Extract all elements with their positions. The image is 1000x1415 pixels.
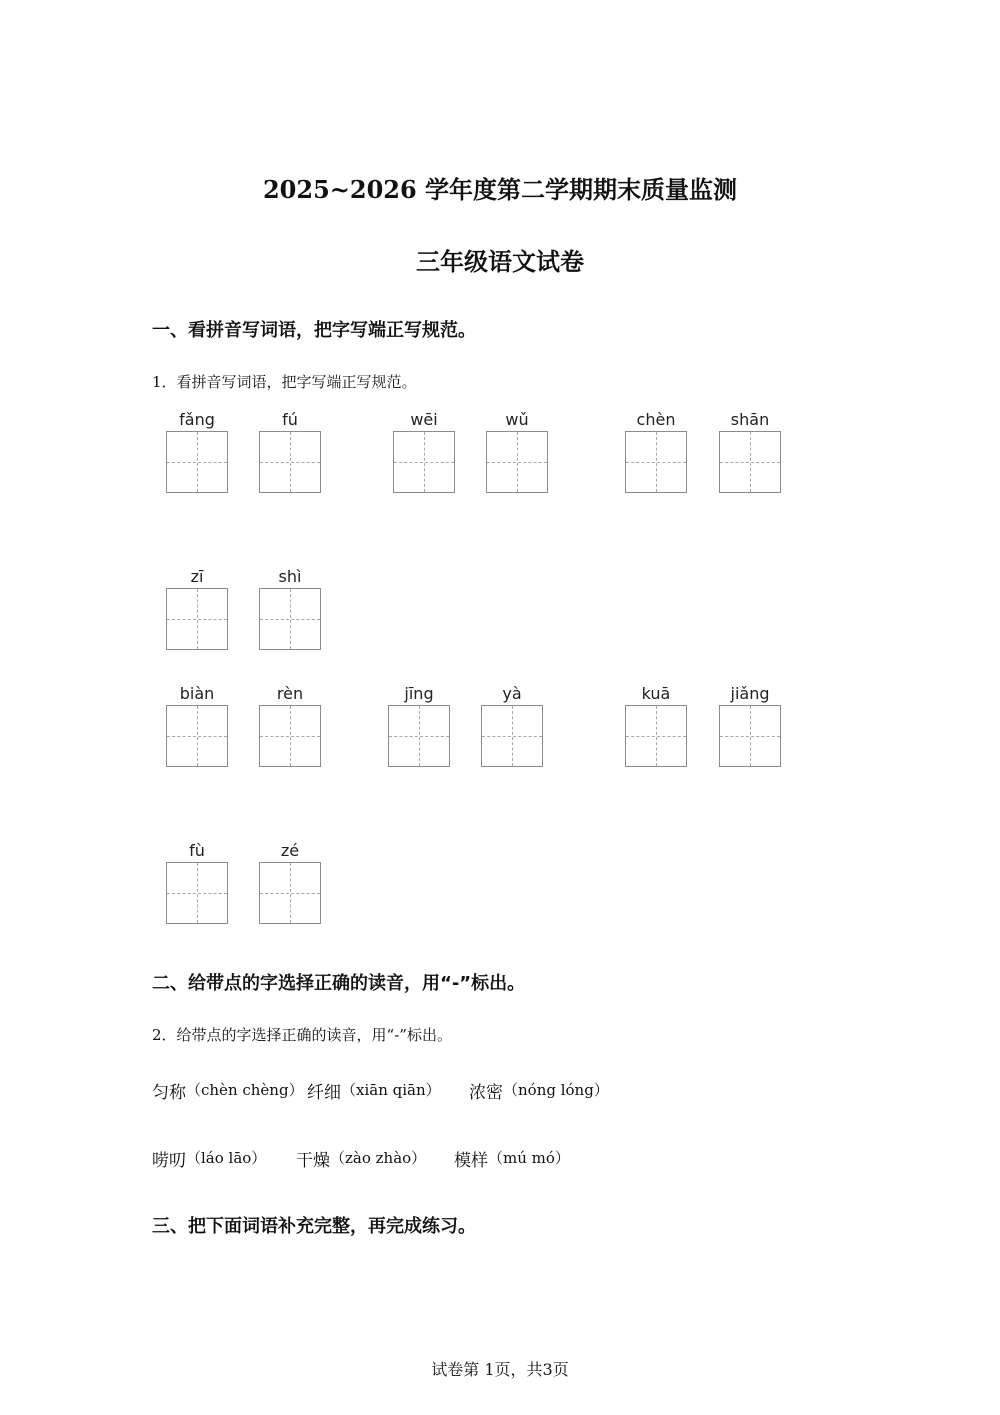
pinyin-label: yà (502, 684, 522, 703)
tian-grid-box[interactable] (259, 588, 321, 650)
pinyin-label: jīng (404, 684, 434, 703)
writing-cell (259, 566, 321, 588)
tian-grid-box[interactable] (719, 431, 781, 493)
writing-cell (625, 409, 687, 431)
pronunciation-item (152, 1143, 267, 1171)
pinyin-label: fǎng (179, 410, 215, 429)
tian-grid-box[interactable] (259, 862, 321, 924)
pinyin-label: chèn (636, 410, 676, 429)
pinyin-label: kuā (641, 684, 671, 703)
pinyin-label: zī (190, 567, 204, 586)
writing-cell (625, 683, 687, 705)
writing-cell (259, 409, 321, 431)
writing-cell (388, 683, 450, 705)
section-2-heading: 二、给带点的字选择正确的读音，用“-”标出。 (152, 973, 526, 994)
pronunciation-item (469, 1075, 609, 1103)
pinyin-label: fú (282, 410, 298, 429)
reading-options[interactable]: （nóng lóng） (503, 1081, 609, 1099)
reading-options[interactable]: （láo lāo） (186, 1149, 267, 1167)
tian-grid-box[interactable] (719, 705, 781, 767)
pinyin-label: zé (280, 841, 300, 860)
pinyin-label: biàn (179, 684, 215, 703)
dotted-word: 模样 (454, 1151, 488, 1171)
section-1-heading: 一、看拼音写词语，把字写端正写规范。 (152, 320, 476, 341)
pronunciation-item (454, 1143, 570, 1171)
pinyin-label: wēi (410, 410, 438, 429)
reading-options[interactable]: （zào zhào） (330, 1149, 427, 1167)
tian-grid-box[interactable] (166, 588, 228, 650)
dotted-word: 唠叨 (152, 1151, 186, 1171)
writing-cell (481, 683, 543, 705)
page-footer: 试卷第 1页，共3页 (431, 1360, 569, 1379)
pronunciation-item (307, 1075, 441, 1103)
writing-cell (166, 566, 228, 588)
section-3-heading: 三、把下面词语补充完整，再完成练习。 (152, 1216, 476, 1237)
tian-grid-box[interactable] (393, 431, 455, 493)
dotted-word: 浓密 (469, 1083, 503, 1103)
reading-options[interactable]: （mú mó） (488, 1149, 570, 1167)
dotted-word: 匀称 (152, 1083, 186, 1103)
tian-grid-box[interactable] (166, 862, 228, 924)
pinyin-label: jiǎng (730, 684, 770, 703)
pinyin-label: rèn (276, 684, 304, 703)
tian-grid-box[interactable] (166, 705, 228, 767)
writing-cell (166, 409, 228, 431)
pinyin-label: shì (278, 567, 302, 586)
tian-grid-box[interactable] (259, 431, 321, 493)
writing-cell (166, 840, 228, 862)
writing-cell (719, 683, 781, 705)
pinyin-label: shān (730, 410, 770, 429)
dotted-word: 干燥 (296, 1151, 330, 1171)
tian-grid-box[interactable] (481, 705, 543, 767)
exam-subtitle: 三年级语文试卷 (416, 247, 584, 276)
tian-grid-box[interactable] (625, 705, 687, 767)
writing-cell (166, 683, 228, 705)
tian-grid-box[interactable] (388, 705, 450, 767)
dotted-word: 纤细 (307, 1083, 341, 1103)
tian-grid-box[interactable] (166, 431, 228, 493)
exam-title: 2025~2026 学年度第二学期期末质量监测 (262, 175, 738, 204)
pronunciation-item (152, 1075, 304, 1103)
question-2-text: 2．给带点的字选择正确的读音，用“-”标出。 (152, 1026, 452, 1044)
question-1-text: 1．看拼音写词语，把字写端正写规范。 (152, 373, 417, 391)
writing-cell (259, 840, 321, 862)
tian-grid-box[interactable] (259, 705, 321, 767)
pinyin-label: wǔ (505, 410, 529, 429)
writing-cell (259, 683, 321, 705)
pinyin-label: fù (189, 841, 205, 860)
reading-options[interactable]: （chèn chèng） (186, 1081, 304, 1099)
tian-grid-box[interactable] (486, 431, 548, 493)
writing-cell (486, 409, 548, 431)
writing-cell (393, 409, 455, 431)
pronunciation-item (296, 1143, 427, 1171)
writing-cell (719, 409, 781, 431)
tian-grid-box[interactable] (625, 431, 687, 493)
reading-options[interactable]: （xiān qiān） (341, 1081, 441, 1099)
